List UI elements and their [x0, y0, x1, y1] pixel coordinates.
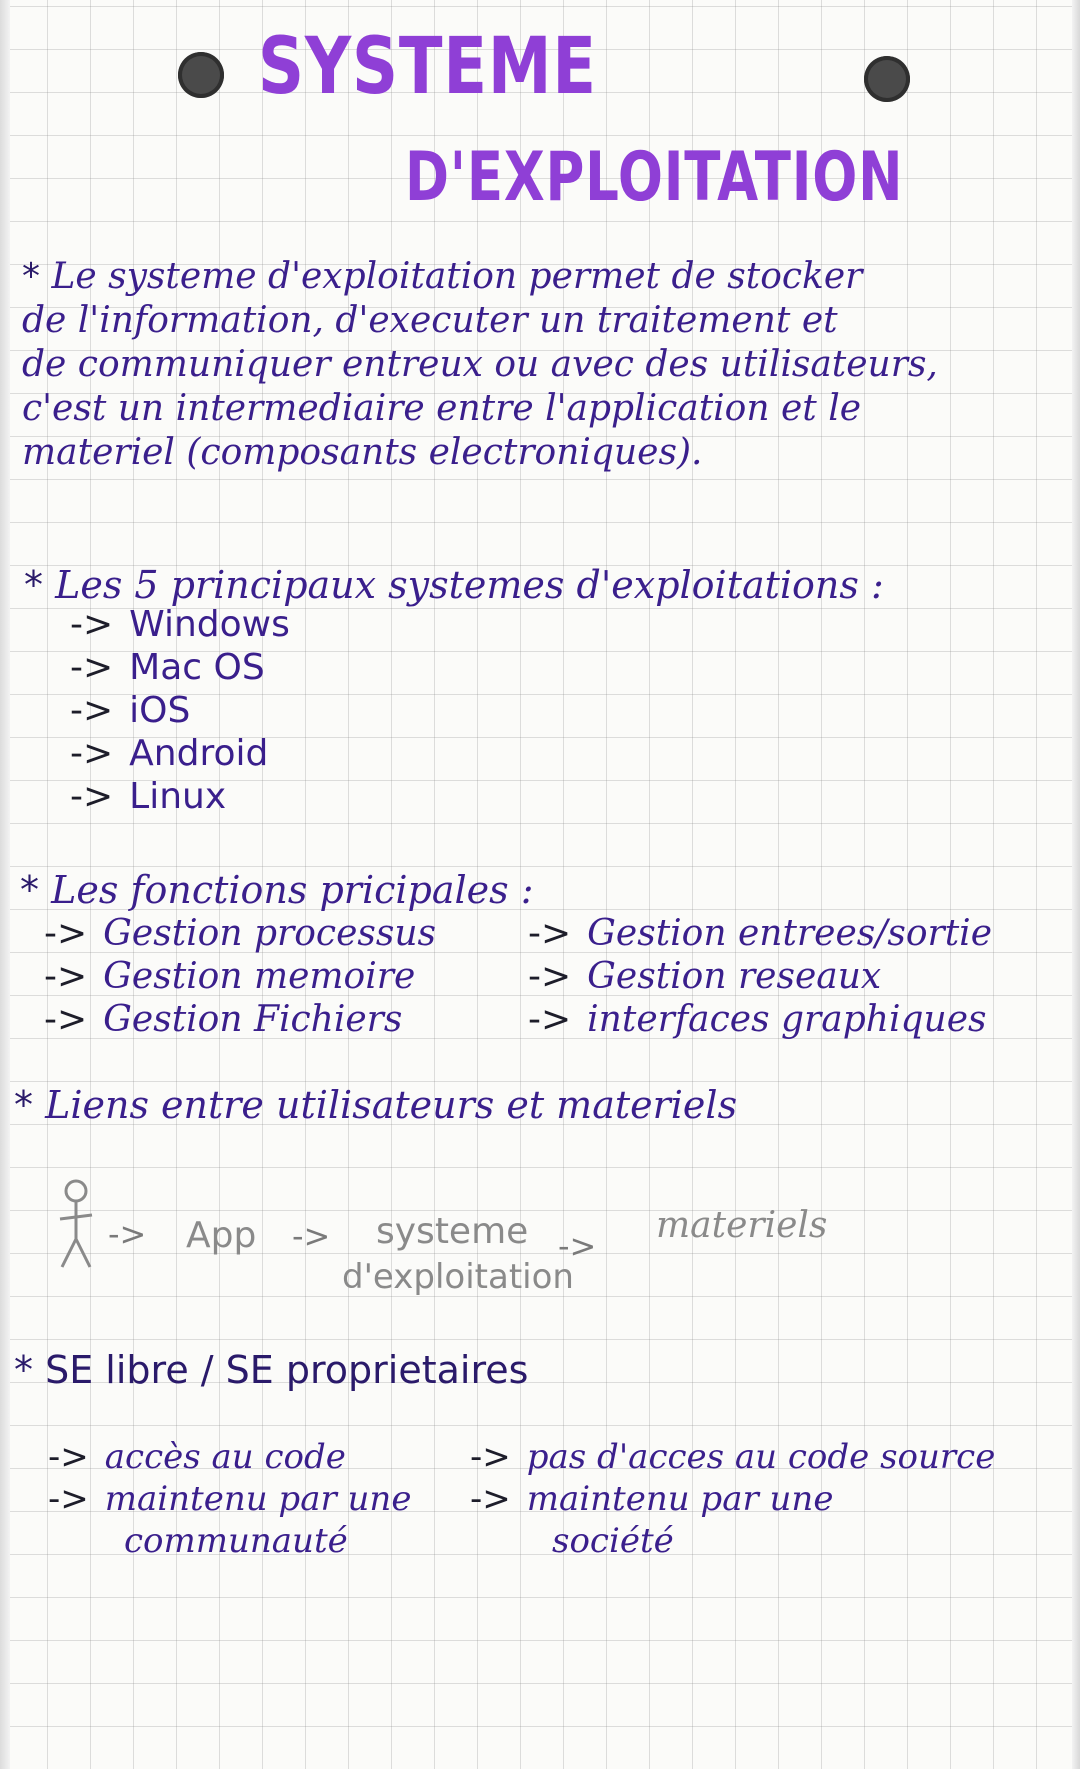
- diagram-arrow-icon: ->: [108, 1215, 147, 1253]
- bullet-asterisk: *: [24, 563, 43, 607]
- title-line-2: D'EXPLOITATION: [405, 138, 904, 217]
- arrow-icon: ->: [44, 999, 88, 1040]
- bullet-asterisk: *: [14, 1348, 33, 1392]
- os-item: iOS: [129, 690, 191, 731]
- list-item: [70, 689, 290, 732]
- intro-line-1: [22, 255, 1062, 299]
- os-heading-text: Les 5 principaux systemes d'exploitations :: [55, 563, 884, 607]
- se-free-item-continued: communauté: [124, 1521, 348, 1561]
- list-item: [70, 775, 290, 818]
- links-heading-text: Liens entre utilisateurs et materiels: [45, 1083, 738, 1127]
- se-heading: [14, 1348, 528, 1392]
- function-item: interfaces graphiques: [587, 999, 987, 1040]
- intro-line-5: materiel (composants electroniques).: [22, 432, 703, 473]
- se-proprietary-item-continued: société: [552, 1521, 674, 1561]
- diagram-arrow-icon: ->: [292, 1217, 331, 1255]
- os-heading: [24, 563, 884, 607]
- arrow-icon: ->: [44, 956, 88, 997]
- functions-heading: [20, 868, 534, 912]
- page-edge-right: [1072, 0, 1080, 1769]
- list-item: [44, 955, 436, 998]
- arrow-icon: ->: [528, 999, 572, 1040]
- intro-paragraph: [22, 255, 1062, 475]
- arrow-icon: ->: [528, 913, 572, 954]
- se-proprietary-column: [470, 1436, 995, 1562]
- title-line-1: SYSTEME: [258, 22, 597, 112]
- page-edge-left: [0, 0, 10, 1769]
- arrow-icon: ->: [70, 733, 114, 774]
- list-item: [70, 646, 290, 689]
- se-free-item: accès au code: [104, 1437, 346, 1477]
- se-heading-text: SE libre / SE proprietaires: [45, 1348, 529, 1392]
- links-heading: [14, 1083, 737, 1127]
- arrow-icon: ->: [528, 956, 572, 997]
- list-item: [44, 998, 436, 1041]
- diagram-arrow-icon: ->: [558, 1227, 597, 1265]
- list-item: [70, 603, 290, 646]
- arrow-icon: ->: [70, 604, 114, 645]
- user-hardware-diagram: [56, 1175, 916, 1335]
- functions-heading-text: Les fonctions pricipales :: [51, 868, 534, 912]
- bullet-asterisk: *: [14, 1083, 33, 1127]
- list-item: [528, 955, 992, 998]
- se-proprietary-item: maintenu par une: [526, 1479, 834, 1519]
- list-item: [528, 998, 992, 1041]
- bullet-asterisk: *: [22, 256, 40, 297]
- function-item: Gestion reseaux: [587, 956, 882, 997]
- arrow-icon: ->: [70, 776, 114, 817]
- intro-line-4: c'est un intermediaire entre l'application et le: [22, 388, 862, 429]
- arrow-icon: ->: [44, 913, 88, 954]
- function-item: Gestion entrees/sortie: [587, 913, 992, 954]
- se-free-column: [48, 1436, 411, 1562]
- functions-list-left: [44, 912, 436, 1041]
- os-list: [70, 603, 290, 818]
- arrow-icon: ->: [470, 1479, 511, 1519]
- os-item: Android: [129, 733, 269, 774]
- function-item: Gestion memoire: [103, 956, 416, 997]
- diagram-hardware-label: materiels: [656, 1205, 828, 1246]
- intro-line-3: de communiquer entreux ou avec des utilisateurs,: [22, 344, 938, 385]
- list-item: [470, 1436, 995, 1478]
- function-item: Gestion Fichiers: [103, 999, 403, 1040]
- punch-hole-left: [178, 52, 224, 98]
- list-item: [70, 732, 290, 775]
- functions-list-right: [528, 912, 992, 1041]
- intro-line-2: de l'information, d'executer un traitement et: [22, 300, 838, 341]
- os-item: Linux: [129, 776, 227, 817]
- list-item: [48, 1436, 411, 1478]
- function-item: Gestion processus: [103, 913, 436, 954]
- diagram-system-label: systeme: [376, 1211, 529, 1252]
- list-item: [48, 1478, 411, 1520]
- bullet-asterisk: *: [20, 868, 39, 912]
- diagram-system-label-2: d'exploitation: [342, 1257, 574, 1297]
- user-stick-figure-icon: [56, 1179, 100, 1273]
- intro-text-1: Le systeme d'exploitation permet de stocker: [51, 256, 863, 297]
- os-item: Mac OS: [129, 647, 265, 688]
- arrow-icon: ->: [48, 1479, 89, 1519]
- os-item: Windows: [129, 604, 290, 645]
- list-item: [44, 912, 436, 955]
- se-proprietary-item: pas d'acces au code source: [526, 1437, 996, 1477]
- arrow-icon: ->: [70, 647, 114, 688]
- se-free-item: maintenu par une: [104, 1479, 412, 1519]
- arrow-icon: ->: [48, 1437, 89, 1477]
- arrow-icon: ->: [470, 1437, 511, 1477]
- punch-hole-right: [864, 56, 910, 102]
- list-item: [528, 912, 992, 955]
- diagram-app-label: App: [186, 1215, 257, 1256]
- arrow-icon: ->: [70, 690, 114, 731]
- list-item: [470, 1478, 995, 1520]
